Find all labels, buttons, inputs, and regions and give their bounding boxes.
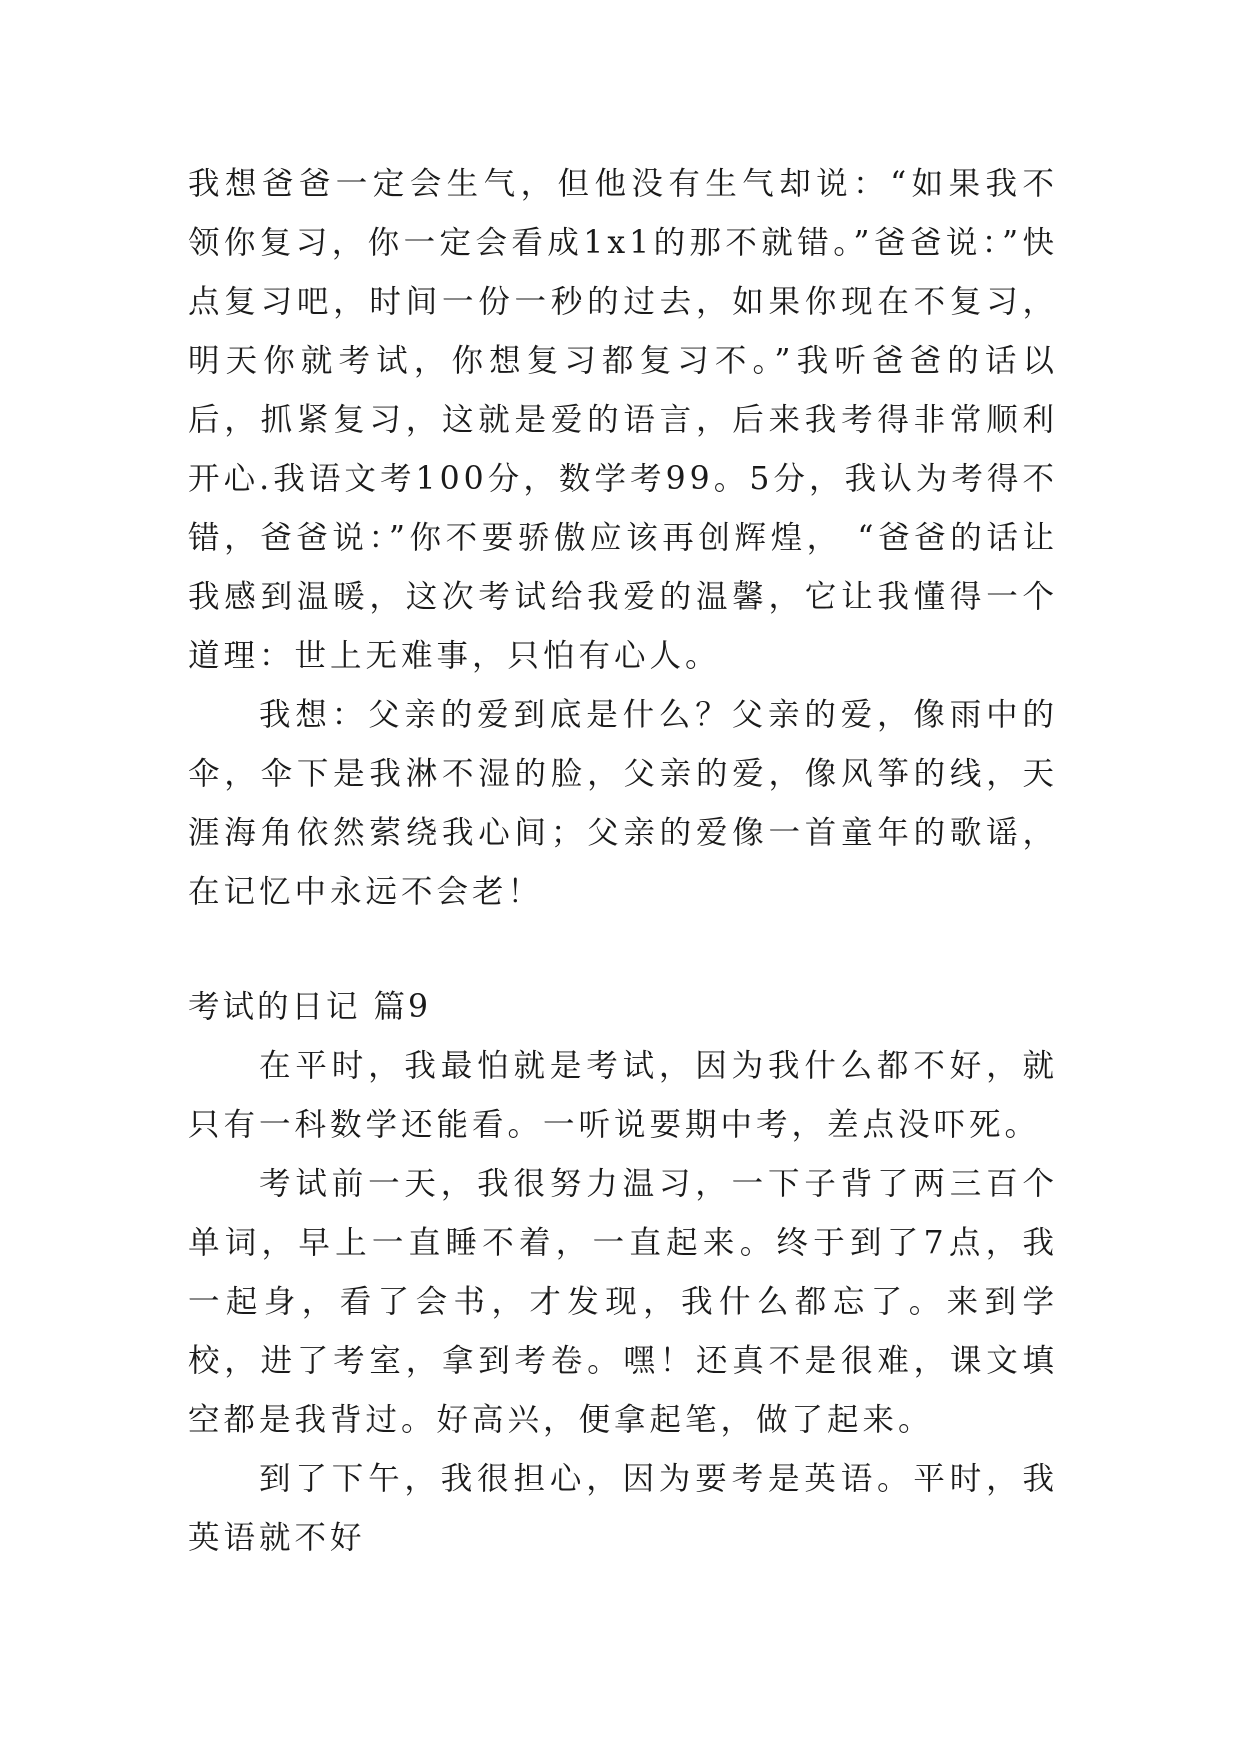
paragraph: 在平时，我最怕就是考试，因为我什么都不好，就只有一科数学还能看。一听说要期中考，差点没吓死。 — [188, 1048, 1058, 1143]
paragraph: 我想：父亲的爱到底是什么？父亲的爱，像雨中的伞，伞下是我淋不湿的脸，父亲的爱，像风筝的线，天涯海角依然萦绕我心间；父亲的爱像一首童年的歌谣，在记忆中永远不会老！ — [188, 697, 1058, 910]
paragraph: 我想爸爸一定会生气，但他没有生气却说：“如果我不领你复习，你一定会看成1x1的那不就错。”爸爸说：”快点复习吧，时间一份一秒的过去，如果你现在不复习，明天你就考试，你想复习都复习不。”我听爸爸的话以后，抓紧复习，这就是爱的语言，后来我考得非常顺利开心.我语文考100分，数学考99。5分，我认为考得不错，爸爸说：”你不要骄傲应该再创辉煌， “爸爸的话让我感到温暖，这次考试给我爱的温馨，它让我懂得一个道理：世上无难事，只怕有心人。 — [188, 166, 1058, 674]
paragraph: 到了下午，我很担心，因为要考是英语。平时，我英语就不好 — [188, 1461, 1058, 1556]
document-body — [188, 155, 1058, 1568]
section-title: 考试的日记 篇9 — [188, 989, 432, 1025]
paragraph: 考试前一天，我很努力温习，一下子背了两三百个单词，早上一直睡不着，一直起来。终于到了7点，我一起身，看了会书，才发现，我什么都忘了。来到学校，进了考室，拿到考卷。嘿！还真不是很难，课文填空都是我背过。好高兴，便拿起笔，做了起来。 — [188, 1166, 1058, 1438]
